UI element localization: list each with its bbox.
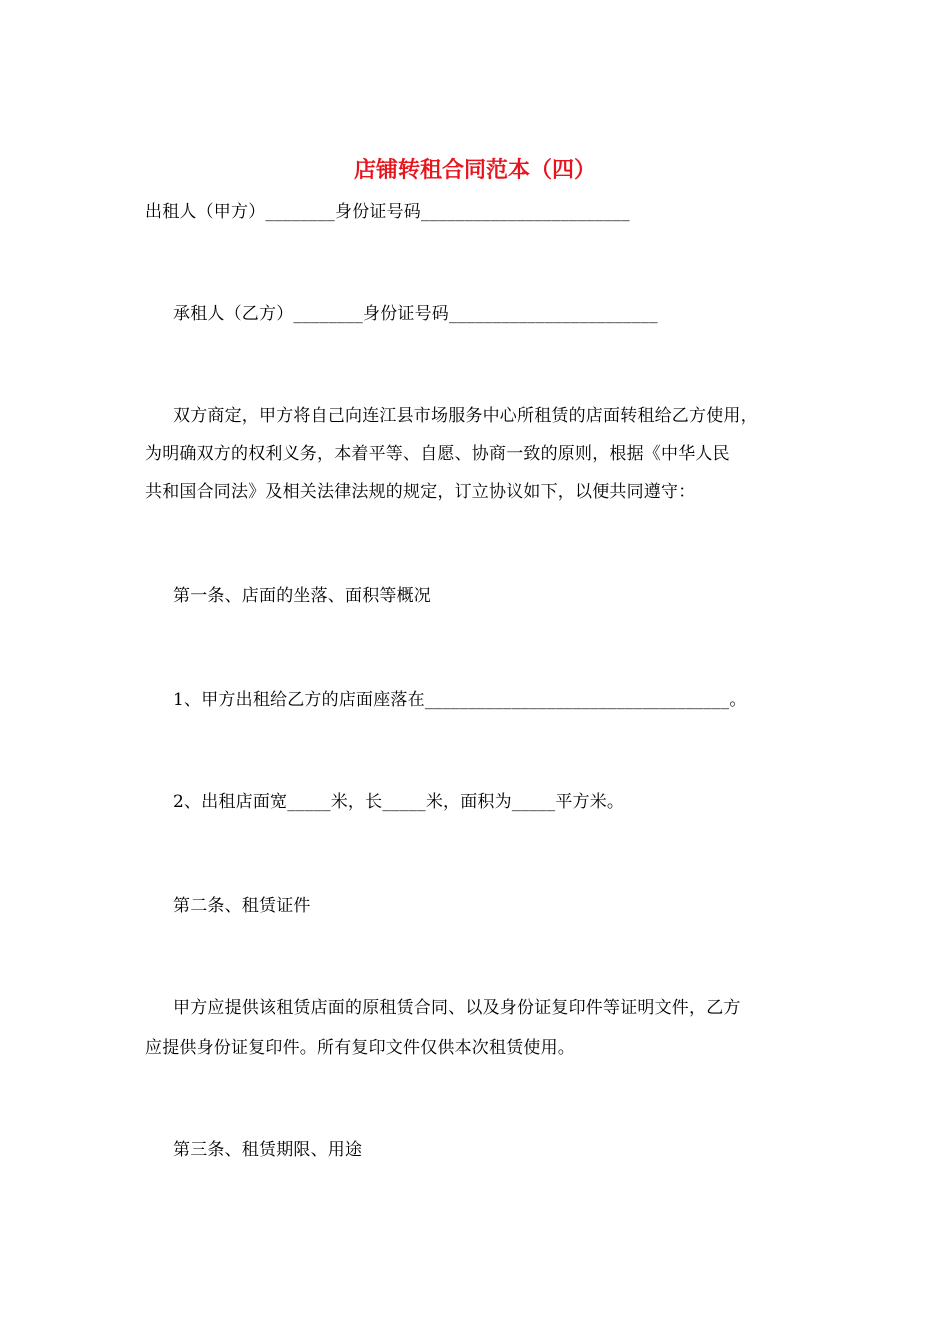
document-title: 店铺转租合同范本（四） bbox=[353, 157, 596, 183]
article-1-item-1: 1、甲方出租给乙方的店面座落在___________________________________。 bbox=[173, 690, 747, 710]
article-2-line-2: 应提供身份证复印件。所有复印文件仅供本次租赁使用。 bbox=[145, 1038, 575, 1058]
intro-line-1: 双方商定，甲方将自己向连江县市场服务中心所租赁的店面转租给乙方使用， bbox=[173, 406, 758, 426]
article-3-heading: 第三条、租赁期限、用途 bbox=[173, 1140, 363, 1160]
intro-line-3: 共和国合同法》及相关法律法规的规定，订立协议如下，以便共同遵守： bbox=[145, 482, 696, 502]
article-1-item-2: 2、出租店面宽_____米，长_____米，面积为_____平方米。 bbox=[173, 792, 625, 812]
party-b-line: 承租人（乙方）________身份证号码________________________ bbox=[173, 304, 658, 324]
article-1-heading: 第一条、店面的坐落、面积等概况 bbox=[173, 586, 431, 606]
intro-line-2: 为明确双方的权利义务，本着平等、自愿、协商一致的原则，根据《中华人民 bbox=[145, 444, 730, 464]
article-2-line-1: 甲方应提供该租赁店面的原租赁合同、以及身份证复印件等证明文件，乙方 bbox=[173, 998, 741, 1018]
article-2-heading: 第二条、租赁证件 bbox=[173, 896, 311, 916]
party-a-line: 出租人（甲方）________身份证号码________________________ bbox=[145, 202, 630, 222]
